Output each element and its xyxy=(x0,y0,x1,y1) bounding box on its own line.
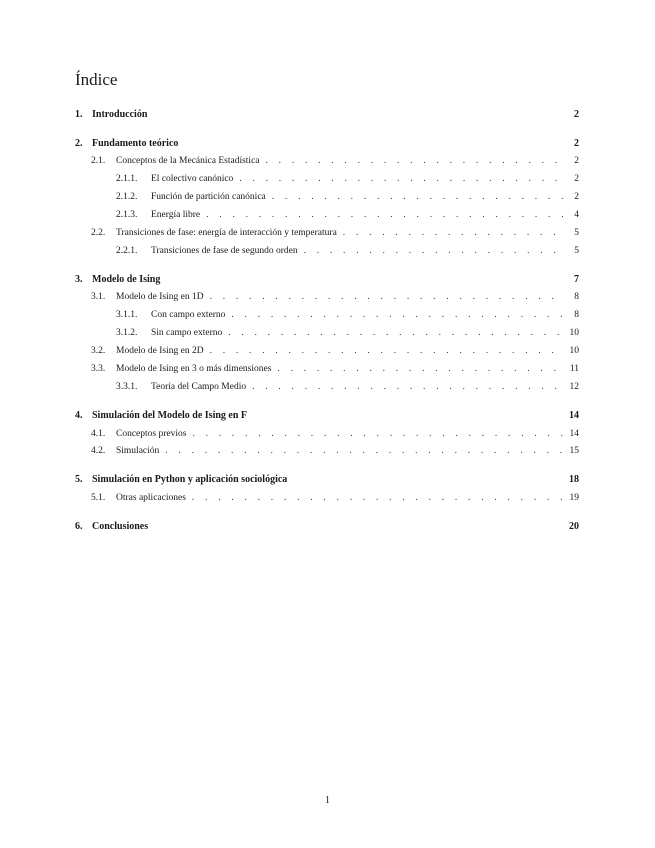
toc-number: 6. xyxy=(75,521,83,532)
toc-page: 10 xyxy=(569,346,579,356)
toc-leader-dots xyxy=(210,292,563,302)
toc-number: 3. xyxy=(75,274,83,285)
toc-page: 2 xyxy=(574,138,579,149)
toc-page: 2 xyxy=(574,174,579,184)
toc-leader-dots xyxy=(192,493,563,503)
toc-number: 3.3.1. xyxy=(116,382,138,392)
toc-leader-dots xyxy=(206,210,563,220)
toc-number: 3.3. xyxy=(91,364,106,374)
toc-subsubsection-row[interactable] xyxy=(116,246,579,256)
toc-leader-dots xyxy=(343,228,563,238)
toc-page: 10 xyxy=(569,328,579,338)
toc-page: 8 xyxy=(574,310,579,320)
toc-label: Teoría del Campo Medio xyxy=(151,382,247,392)
toc-page: 14 xyxy=(569,429,579,439)
toc-page: 18 xyxy=(569,474,579,485)
toc-number: 3.2. xyxy=(91,346,106,356)
toc-page: 5 xyxy=(574,246,579,256)
toc-number: 2.1. xyxy=(91,156,106,166)
toc-leader-dots xyxy=(272,192,563,202)
toc-page: 2 xyxy=(574,156,579,166)
toc-label: Modelo de Ising xyxy=(92,274,161,285)
toc-section-row[interactable] xyxy=(75,138,579,149)
toc-page: 2 xyxy=(574,109,579,120)
toc-label: Conceptos previos xyxy=(116,429,187,439)
toc-number: 4. xyxy=(75,410,83,421)
toc-label: El colectivo canónico xyxy=(151,174,234,184)
toc-section-row[interactable] xyxy=(75,410,579,421)
toc-page: 5 xyxy=(574,228,579,238)
toc-subsection-row[interactable] xyxy=(91,292,579,302)
toc-label: Transiciones de fase: energía de interacción y temperatura xyxy=(116,228,337,238)
toc-page: 12 xyxy=(569,382,579,392)
toc-leader-dots xyxy=(228,328,563,338)
toc-label: Modelo de Ising en 1D xyxy=(116,292,204,302)
toc-label: Simulación del Modelo de Ising en F xyxy=(92,410,248,421)
toc-number: 5.1. xyxy=(91,493,106,503)
toc-subsubsection-row[interactable] xyxy=(116,382,579,392)
toc-subsection-row[interactable] xyxy=(91,346,579,356)
toc-number: 2. xyxy=(75,138,83,149)
toc-subsection-row[interactable] xyxy=(91,156,579,166)
toc-number: 2.1.3. xyxy=(116,210,138,220)
toc-subsection-row[interactable] xyxy=(91,429,579,439)
toc-label: Modelo de Ising en 3 o más dimensiones xyxy=(116,364,272,374)
toc-label: Fundamento teórico xyxy=(92,138,179,149)
toc-leader-dots xyxy=(304,246,563,256)
toc-number: 4.2. xyxy=(91,446,106,456)
toc-page: 19 xyxy=(569,493,579,503)
toc-page: 4 xyxy=(574,210,579,220)
toc-label: Simulación en Python y aplicación sociológica xyxy=(92,474,288,485)
toc-page: 8 xyxy=(574,292,579,302)
toc-number: 2.1.2. xyxy=(116,192,138,202)
toc-number: 4.1. xyxy=(91,429,106,439)
toc-subsection-row[interactable] xyxy=(91,493,579,503)
toc-leader-dots xyxy=(239,174,563,184)
toc-label: Energía libre xyxy=(151,210,201,220)
toc-subsubsection-row[interactable] xyxy=(116,174,579,184)
toc-leader-dots xyxy=(165,446,563,456)
toc-number: 1. xyxy=(75,109,83,120)
toc-section-row[interactable] xyxy=(75,274,579,285)
toc-leader-dots xyxy=(266,156,563,166)
toc-leader-dots xyxy=(252,382,563,392)
toc-label: Modelo de Ising en 2D xyxy=(116,346,204,356)
toc-subsubsection-row[interactable] xyxy=(116,328,579,338)
toc-subsubsection-row[interactable] xyxy=(116,192,579,202)
toc-section-row[interactable] xyxy=(75,521,579,532)
toc-leader-dots xyxy=(210,346,563,356)
toc-label: Con campo externo xyxy=(151,310,226,320)
toc-label: Conceptos de la Mecánica Estadística xyxy=(116,156,260,166)
toc-section-row[interactable] xyxy=(75,109,579,120)
toc-subsubsection-row[interactable] xyxy=(116,210,579,220)
toc-label: Función de partición canónica xyxy=(151,192,266,202)
toc-number: 3.1.2. xyxy=(116,328,138,338)
toc-page: 11 xyxy=(569,364,579,374)
toc-leader-dots xyxy=(277,364,563,374)
toc-number: 2.2.1. xyxy=(116,246,138,256)
toc-number: 3.1. xyxy=(91,292,106,302)
toc-page: 7 xyxy=(574,274,579,285)
toc-label: Sin campo externo xyxy=(151,328,223,338)
toc-subsection-row[interactable] xyxy=(91,364,579,374)
toc-page: 20 xyxy=(569,521,579,532)
page-number: 1 xyxy=(325,795,330,806)
toc-leader-dots xyxy=(192,429,563,439)
toc-number: 2.1.1. xyxy=(116,174,138,184)
toc-number: 5. xyxy=(75,474,83,485)
toc-number: 3.1.1. xyxy=(116,310,138,320)
toc-label: Otras aplicaciones xyxy=(116,493,186,503)
toc-label: Transiciones de fase de segundo orden xyxy=(151,246,298,256)
toc-section-row[interactable] xyxy=(75,474,579,485)
toc-number: 2.2. xyxy=(91,228,106,238)
toc-label: Simulación xyxy=(116,446,160,456)
toc-leader-dots xyxy=(231,310,563,320)
toc-subsection-row[interactable] xyxy=(91,228,579,238)
toc-label: Introducción xyxy=(92,109,148,120)
toc-page: 14 xyxy=(569,410,579,421)
toc-page: 2 xyxy=(574,192,579,202)
toc-subsubsection-row[interactable] xyxy=(116,310,579,320)
toc-subsection-row[interactable] xyxy=(91,446,579,456)
toc-page: 15 xyxy=(569,446,579,456)
page-title: Índice xyxy=(75,70,118,89)
toc-label: Conclusiones xyxy=(92,521,149,532)
